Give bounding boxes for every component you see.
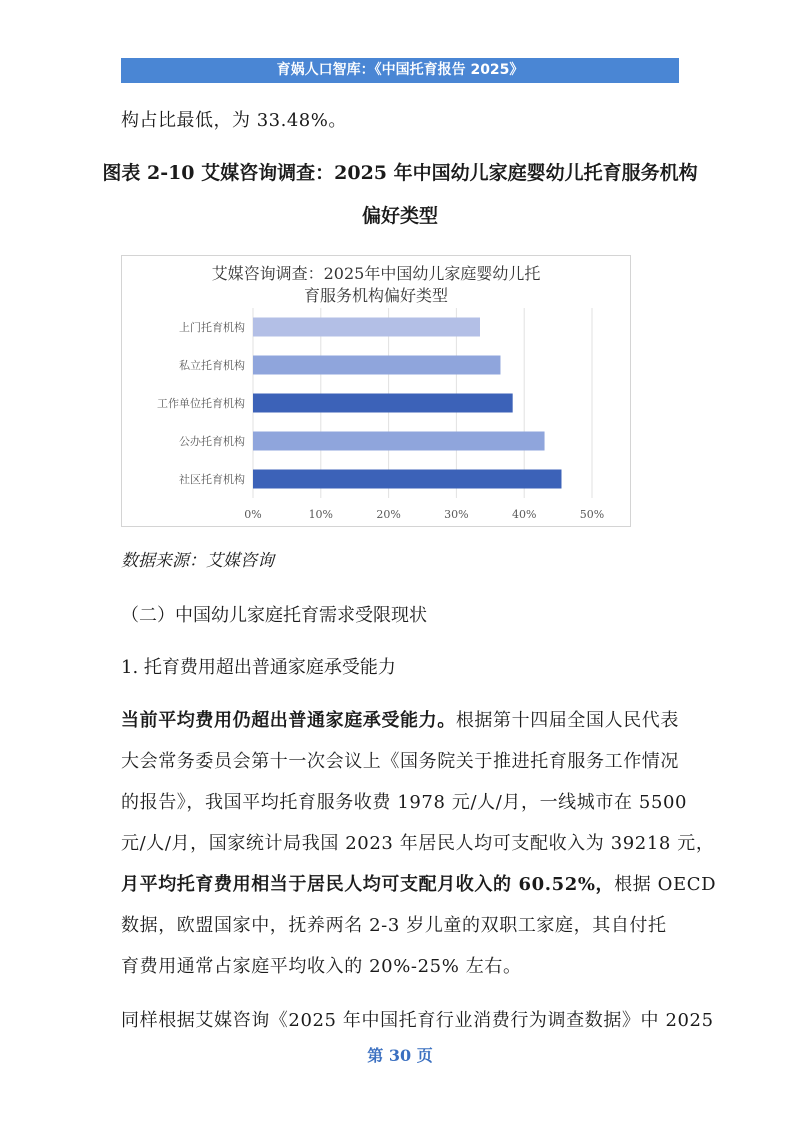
paragraph1-line5-rest: 根据 OECD: [614, 874, 717, 895]
x-tick-label: 40%: [511, 508, 537, 521]
section-subheading: 1. 托育费用超出普通家庭承受能力: [121, 657, 396, 678]
intro-line: 构占比最低，为 33.48%。: [121, 110, 347, 131]
paragraph1-line6: 数据，欧盟国家中，抚养两名 2-3 岁儿童的双职工家庭，其自付托: [121, 915, 667, 936]
x-tick-label: 50%: [579, 508, 605, 521]
x-tick-label: 10%: [308, 508, 334, 521]
paragraph1-line5: [121, 870, 717, 896]
x-tick-label: 0%: [244, 508, 262, 521]
paragraph1-line1-bold: 当前平均费用仍超出普通家庭承受能力。: [121, 710, 456, 731]
bar-2: [253, 356, 500, 375]
figure-source: 数据来源：艾媒咨询: [121, 551, 274, 571]
paragraph2-line1: 同样根据艾媒咨询《2025 年中国托育行业消费行为调查数据》中 2025: [121, 1010, 714, 1031]
paragraph1-line1-rest: 根据第十四届全国人民代表: [455, 710, 680, 731]
x-tick-label: 30%: [444, 508, 469, 521]
bar-5: [253, 470, 561, 489]
category-label: 公办托育机构: [179, 435, 245, 448]
bar-chart-svg: [122, 256, 630, 526]
paragraph1-line7: 育费用通常占家庭平均收入的 20%-25% 左右。: [121, 956, 522, 977]
chart-title-line-2: 育服务机构偏好类型: [303, 286, 449, 305]
report-header-title: 育娲人口智库：《中国托育报告 2025》: [276, 62, 524, 78]
bar-chart: [121, 255, 631, 527]
report-header-bar: [121, 58, 679, 83]
page-number: 第 30 页: [367, 1046, 433, 1065]
category-label: 社区托育机构: [179, 473, 245, 486]
paragraph1-line1: [121, 706, 681, 732]
paragraph1-line5-bold: 月平均托育费用相当于居民人均可支配月收入的 60.52%，: [121, 874, 615, 895]
paragraph1-line2: 大会常务委员会第十一次会议上《国务院关于推进托育服务工作情况: [121, 751, 679, 772]
chart-bars: [253, 318, 561, 489]
category-label: 工作单位托育机构: [157, 397, 245, 410]
category-label: 上门托育机构: [179, 321, 245, 334]
bar-3: [253, 394, 513, 413]
category-label: 私立托育机构: [179, 359, 245, 372]
chart-title-line-1: 艾媒咨询调查：2025年中国幼儿家庭婴幼儿托: [211, 264, 541, 283]
chart-category-labels: [157, 320, 245, 486]
paragraph1-line3: 的报告》，我国平均托育服务收费 1978 元/人/月，一线城市在 5500: [121, 792, 688, 813]
bar-4: [253, 432, 545, 451]
section-heading: （二）中国幼儿家庭托育需求受限现状: [121, 605, 427, 626]
paragraph1-line4: 元/人/月，国家统计局我国 2023 年居民人均可支配收入为 39218 元，: [121, 833, 715, 854]
figure-caption-line-2: 偏好类型: [361, 205, 438, 227]
chart-x-tick-labels: [244, 508, 604, 521]
bar-1: [253, 318, 480, 337]
x-tick-label: 20%: [376, 508, 401, 521]
figure-caption-line-1: 图表 2-10 艾媒咨询调查：2025 年中国幼儿家庭婴幼儿托育服务机构: [102, 162, 698, 184]
